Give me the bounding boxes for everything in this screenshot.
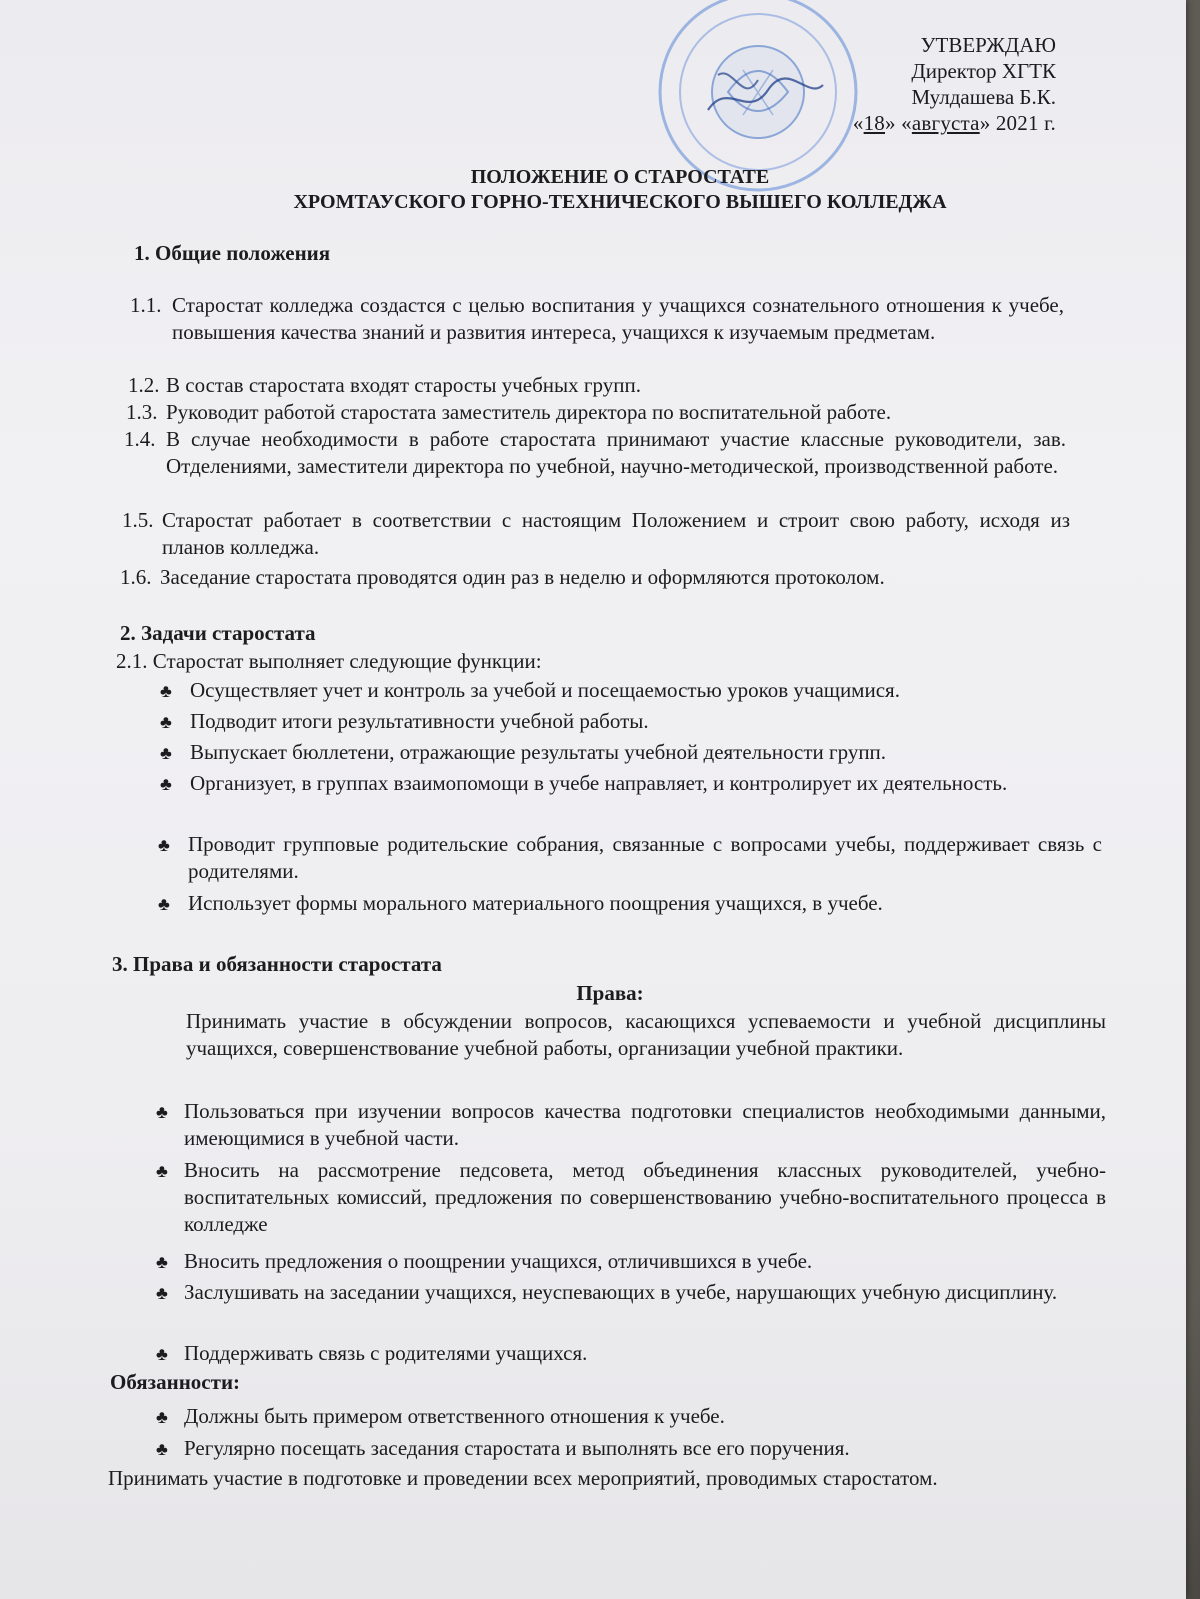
club-bullet-icon: ♣ (160, 681, 172, 701)
item-number: 1.1. (130, 293, 162, 317)
duties-heading: Обязанности: (110, 1370, 241, 1394)
approval-date-month: августа (911, 111, 980, 135)
club-bullet-icon: ♣ (160, 774, 172, 794)
document-title-line2: ХРОМТАУСКОГО ГОРНО-ТЕХНИЧЕСКОГО ВЫШЕГО КОЛЛЕДЖА (293, 191, 947, 213)
section1-heading: 1. Общие положения (134, 241, 331, 265)
item-number: 1.4. (124, 427, 156, 451)
item-number: 1.6. (120, 565, 152, 589)
item-text: Старостат колледжа создастся с целью воспитания у учащихся сознательного отношения к учебе, повышения качества знаний и развития интереса, учащихся к изучаемым предметам. (172, 293, 1064, 344)
club-bullet-icon: ♣ (156, 1102, 168, 1122)
list-item: Организует, в группах взаимопомощи в учебе направляет, и контролирует их деятельность. (190, 771, 1008, 795)
item-text: Руководит работой старостата заместитель директора по воспитательной работе. (166, 400, 892, 424)
list-item: Должны быть примером ответственного отношения к учебе. (184, 1404, 725, 1428)
item-text: Старостат работает в соответствии с настоящим Положением и строит свою работу, исходя из планов колледжа. (162, 508, 1070, 559)
approval-date-day: 18 (863, 111, 886, 135)
list-item: Заслушивать на заседании учащихся, неуспевающих в учебе, нарушающих учебную дисциплину. (184, 1280, 1058, 1304)
list-item: Вносить на рассмотрение педсовета, метод объединения классных руководителей, учебно-воспитательных комиссий, предложения по совершенствованию учебно-воспитательного процесса в колледже (184, 1158, 1106, 1236)
document-title-line1: ПОЛОЖЕНИЕ О СТАРОСТАТЕ (470, 166, 770, 188)
approval-title: УТВЕРЖДАЮ (920, 33, 1056, 57)
item-number: 1.5. (122, 508, 154, 532)
item-number: 1.3. (126, 400, 158, 424)
list-item: Выпускает бюллетени, отражающие результаты учебной деятельности групп. (190, 740, 887, 764)
club-bullet-icon: ♣ (156, 1252, 168, 1272)
approval-signatory: Мулдашева Б.К. (911, 85, 1056, 109)
club-bullet-icon: ♣ (160, 712, 172, 732)
item-number: 1.2. (128, 373, 160, 397)
section2-intro: 2.1. Старостат выполняет следующие функции: (116, 649, 542, 673)
approval-date: «18» «августа» 2021 г. (852, 111, 1056, 135)
list-item: Использует формы морального материального поощрения учащихся, в учебе. (188, 891, 883, 915)
club-bullet-icon: ♣ (158, 894, 170, 914)
item-text: В случае необходимости в работе старостата принимают участие классные руководители, зав. Отделениями, заместители директора по учебной, научно-методической, производственной работе. (166, 427, 1066, 478)
list-item: Поддерживать связь с родителями учащихся. (184, 1341, 588, 1365)
club-bullet-icon: ♣ (156, 1344, 168, 1364)
club-bullet-icon: ♣ (156, 1161, 168, 1181)
list-item: Пользоваться при изучении вопросов качества подготовки специалистов необходимыми данными, имеющимися в учебной части. (184, 1099, 1106, 1150)
club-bullet-icon: ♣ (158, 835, 170, 855)
document-title (130, 165, 1110, 215)
club-bullet-icon: ♣ (160, 743, 172, 763)
section3-heading: 3. Права и обязанности старостата (112, 952, 442, 976)
rights-first-item: Принимать участие в обсуждении вопросов, касающихся успеваемости и учебной дисциплины учащихся, совершенствование учебной работы, организации учебной практики. (186, 1009, 1106, 1060)
approval-block (853, 32, 1056, 136)
list-item: Осуществляет учет и контроль за учебой и посещаемостью уроков учащимися. (190, 678, 900, 702)
club-bullet-icon: ♣ (156, 1283, 168, 1303)
approval-position: Директор ХГТК (911, 59, 1056, 83)
closing-paragraph: Принимать участие в подготовке и проведении всех мероприятий, проводимых старостатом. (108, 1466, 938, 1490)
list-item: Проводит групповые родительские собрания, связанные с вопросами учебы, поддерживает связь с родителями. (188, 832, 1102, 883)
item-text: В состав старостата входят старосты учебных групп. (166, 373, 641, 397)
club-bullet-icon: ♣ (156, 1407, 168, 1427)
item-text: Заседание старостата проводятся один раз в неделю и оформляются протоколом. (160, 565, 885, 589)
club-bullet-icon: ♣ (156, 1439, 168, 1459)
list-item: Регулярно посещать заседания старостата и выполнять все его поручения. (184, 1436, 850, 1460)
section2-heading: 2. Задачи старостата (120, 621, 316, 645)
list-item: Вносить предложения о поощрении учащихся, отличившихся в учебе. (184, 1249, 813, 1273)
list-item: Подводит итоги результативности учебной работы. (190, 709, 649, 733)
rights-heading: Права: (576, 981, 644, 1005)
